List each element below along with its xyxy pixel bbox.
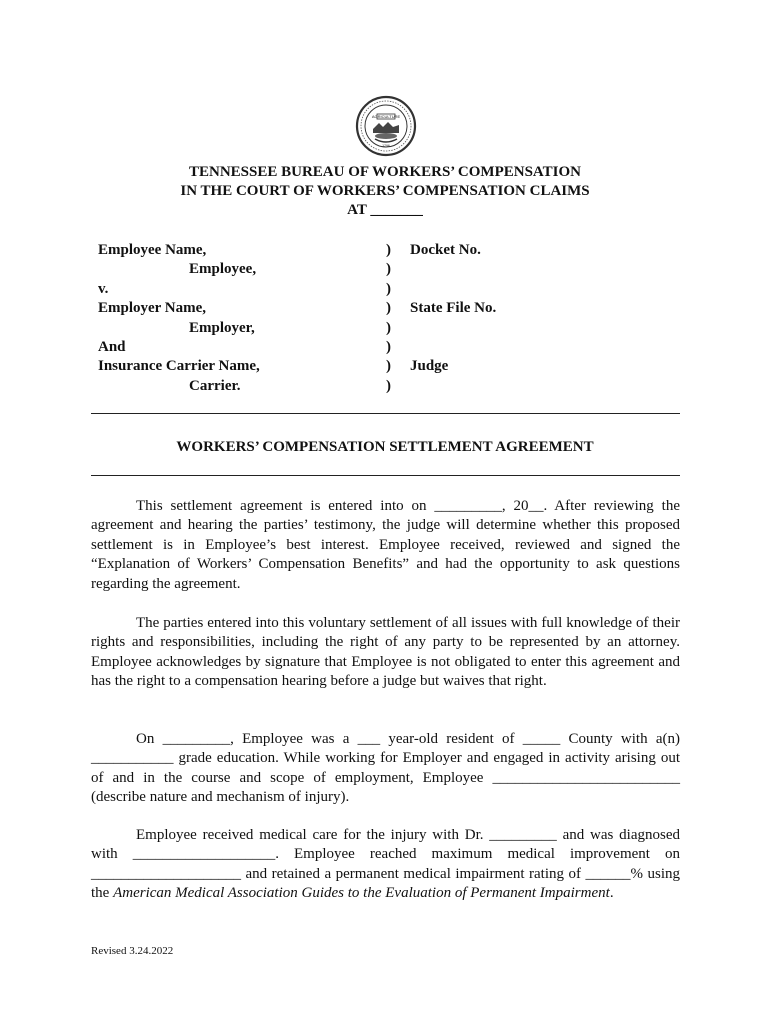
paragraph-text: The parties entered into this voluntary settlement of all issues with full knowledge of their rights and responsibilities, including the right of any party to be represented by an attorney. Employee acknowledges by signature that Employee is not obligated to enter this agreement and has the right to a compensation hearing before a judge but waives that right.	[91, 615, 680, 690]
paragraph-voluntary-settlement	[91, 614, 680, 692]
employee-label: Employee,	[189, 261, 257, 278]
header-line-1: TENNESSEE BUREAU OF WORKERS’ COMPENSATION	[188, 164, 581, 180]
and-label: And	[98, 338, 126, 355]
judge-label: Judge	[410, 358, 449, 375]
case-caption-numbers	[410, 241, 496, 377]
paragraph-injury-details	[91, 730, 680, 808]
caption-paren: )	[386, 300, 391, 317]
employer-name: Employer Name,	[98, 300, 207, 317]
caption-paren: )	[386, 358, 391, 375]
seal-text: AGRICULTURE	[371, 114, 401, 119]
caption-paren: )	[386, 242, 391, 258]
header-line-2: IN THE COURT OF WORKERS’ COMPENSATION CLAIMS	[180, 183, 590, 199]
revision-date: Revised 3.24.2022	[91, 945, 174, 957]
caption-paren: )	[386, 338, 391, 355]
paragraph-medical-care	[91, 826, 680, 904]
paragraph-settlement-intro	[91, 497, 680, 594]
paragraph-text: This settlement agreement is entered into on _________, 20__. After reviewing the agreement and hearing the parties’ testimony, the judge will determine whether this proposed settlement is in Employee’s best interest. Employee received, reviewed and signed the “Explanation of Workers’ Compensation Benefits” and had the opportunity to ask questions regarding the agreement.	[91, 498, 680, 592]
divider-bottom	[91, 475, 680, 476]
paragraph-text: Employee received medical care for the injury with Dr. _________ and was diagnosed with ___________________. Employee reached maximum medical improvement on ____________________ and retained a permanent medical impairment rating of ______% using the	[91, 827, 680, 902]
versus-label: v.	[98, 280, 109, 297]
divider-top	[91, 413, 680, 414]
document-title: WORKERS’ COMPENSATION SETTLEMENT AGREEMENT	[176, 439, 594, 455]
insurance-carrier-name: Insurance Carrier Name,	[98, 358, 260, 375]
state-file-number-label: State File No.	[410, 300, 497, 317]
seal-year: 1796	[382, 144, 390, 148]
header-line-3: AT _______	[347, 202, 423, 218]
paragraph-end: .	[609, 885, 614, 902]
employee-name: Employee Name,	[98, 242, 207, 258]
caption-paren: )	[386, 319, 391, 336]
tennessee-state-seal-icon	[353, 95, 419, 157]
caption-parentheses	[386, 241, 391, 396]
paragraph-text: On _________, Employee was a ___ year-old resident of _____ County with a(n) ___________ grade education. While working for Employer and engaged in activity arising out of and in the course and scope of employment, Employee _________________________ (describe nature and mechanism of injury).	[91, 731, 680, 806]
caption-paren: )	[386, 261, 391, 278]
caption-paren: )	[386, 377, 391, 394]
employer-label: Employer,	[189, 319, 255, 336]
case-caption-parties	[98, 241, 260, 396]
carrier-label: Carrier.	[189, 377, 241, 394]
docket-number-label: Docket No.	[410, 242, 481, 258]
ama-guides-title: American Medical Association Guides to the Evaluation of Permanent Impairment	[113, 885, 610, 902]
caption-paren: )	[386, 280, 391, 297]
